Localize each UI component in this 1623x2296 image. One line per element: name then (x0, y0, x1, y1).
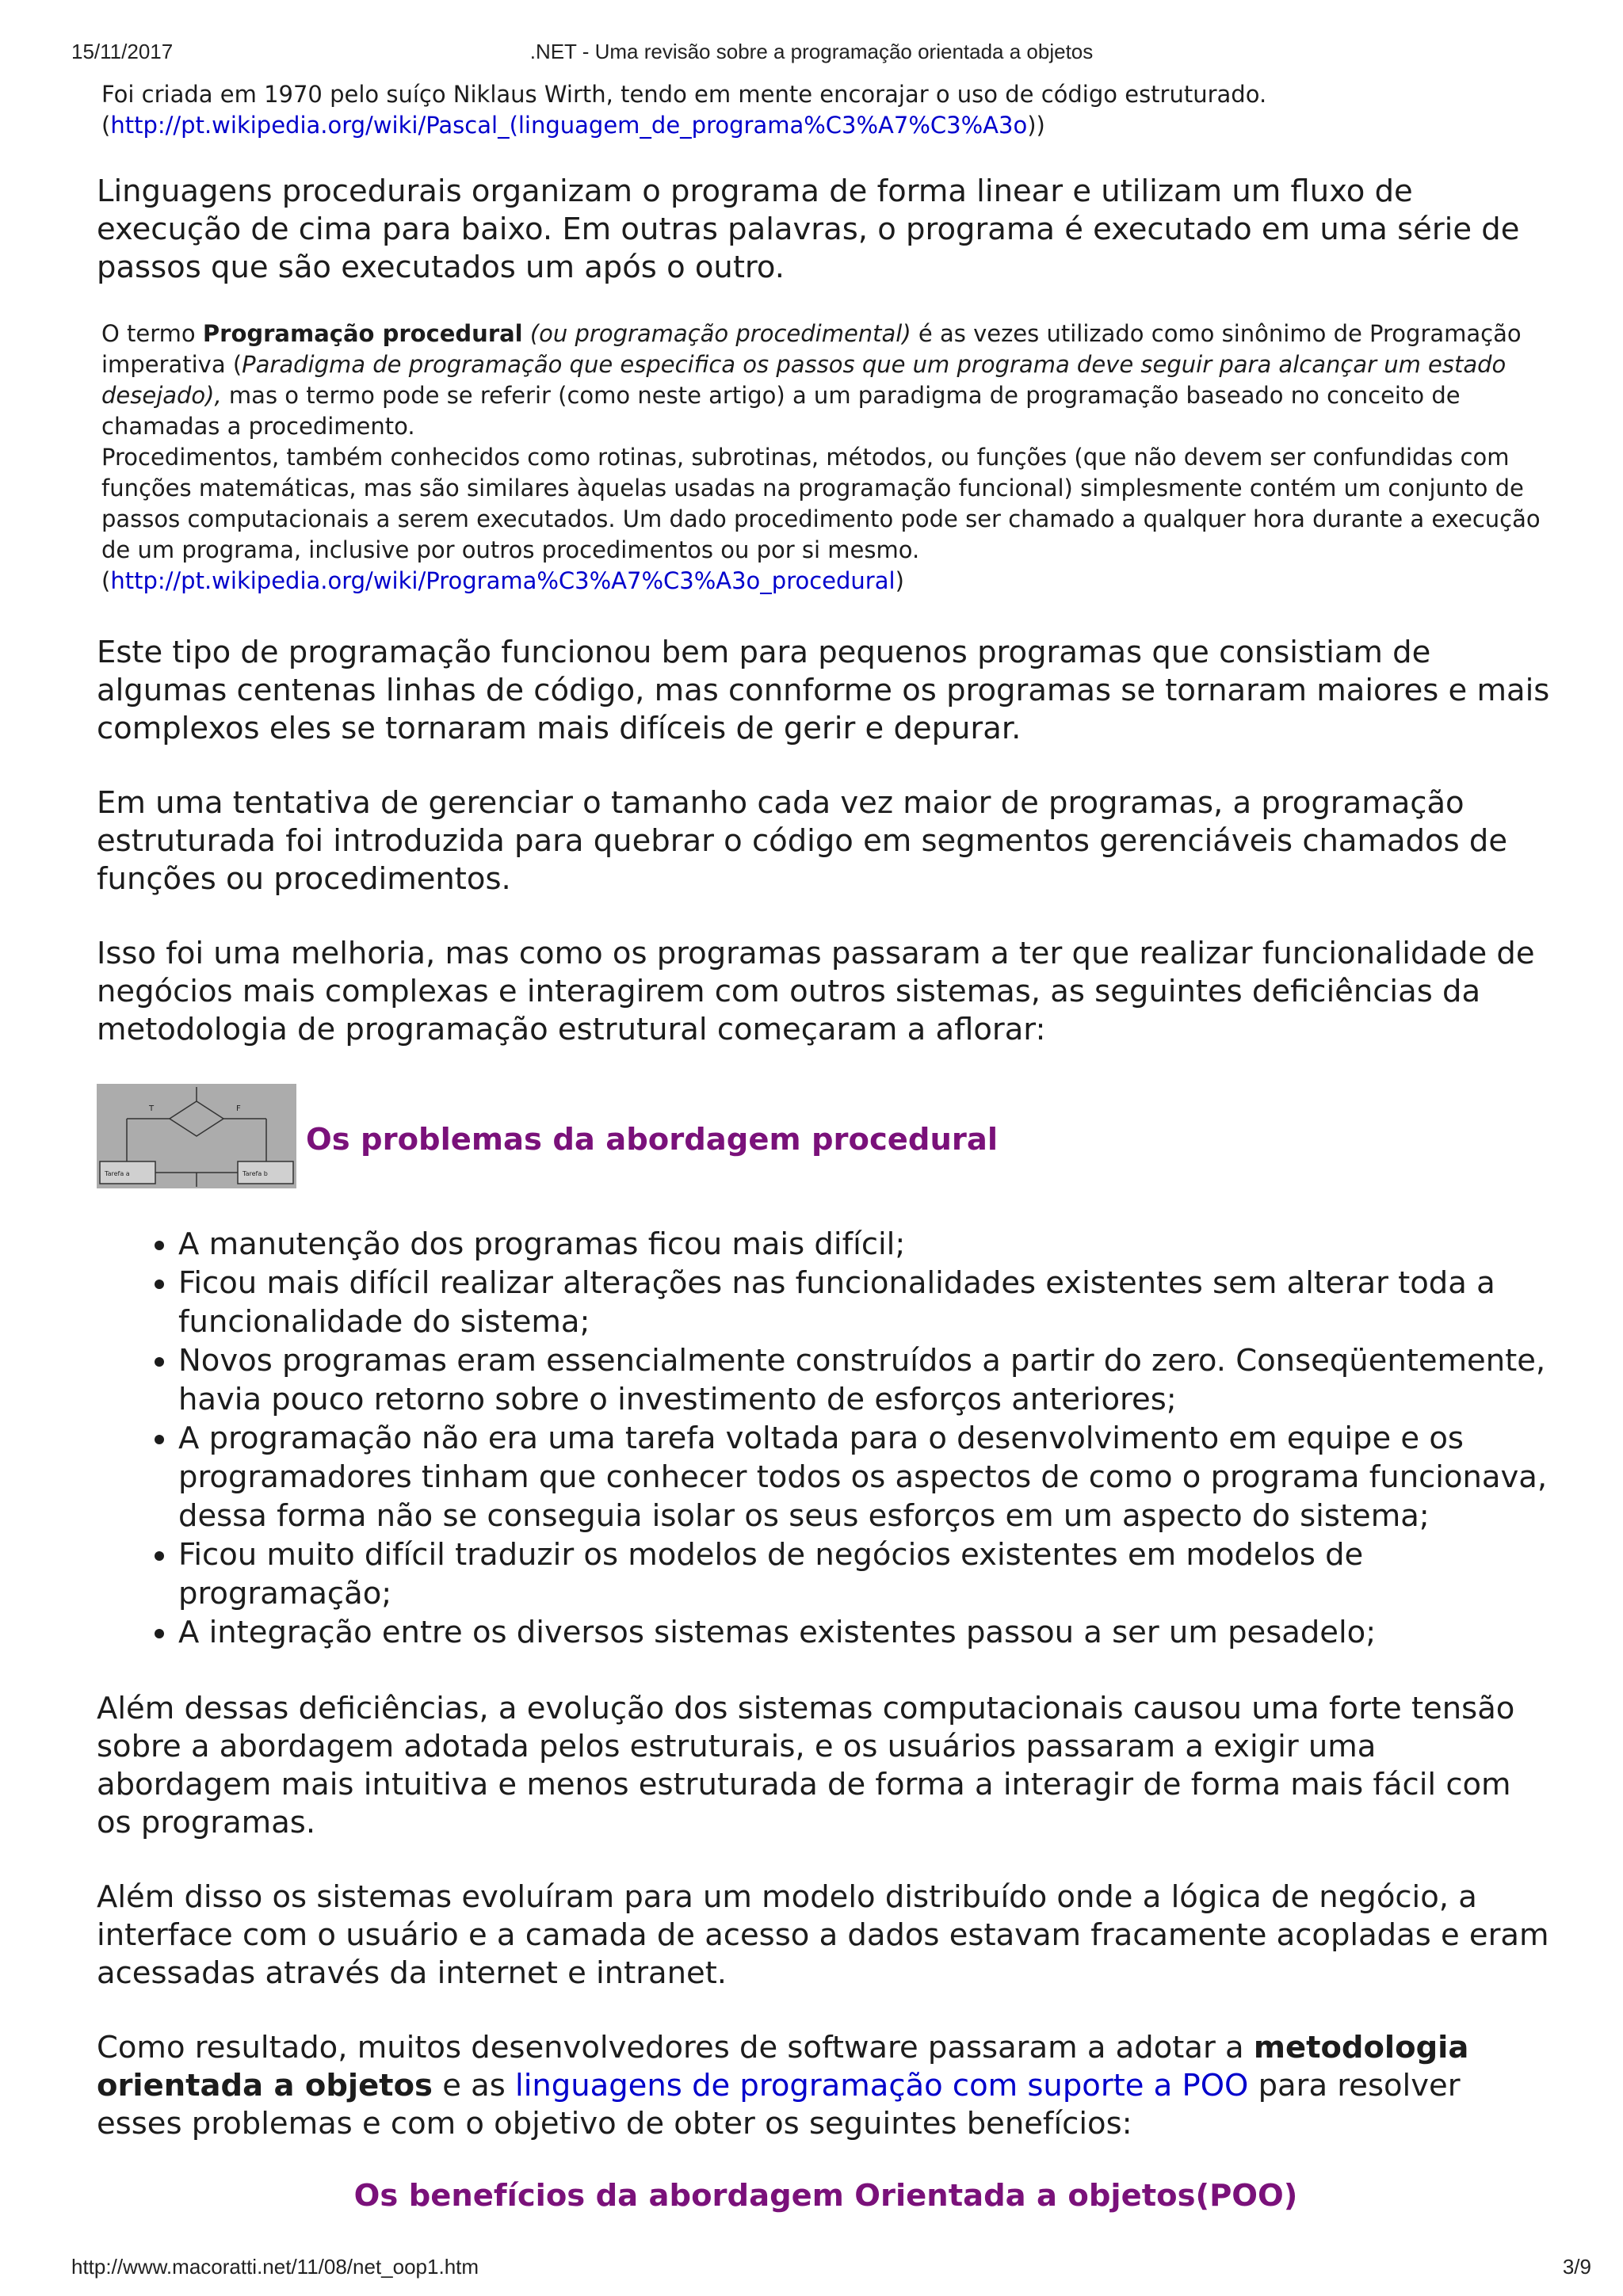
paragraph-distributed: Além disso os sistemas evoluíram para um modelo distribuído onde a lógica de negócio, a interface com o usuário e a camada de acesso a dados estavam fracamente acopladas e eram acessadas através da internet e intranet. (97, 1879, 1549, 1991)
flowchart-image (97, 1084, 296, 1188)
page-number: 3/9 (1562, 2255, 1591, 2279)
flowchart-false-label: F (236, 1104, 241, 1113)
paragraph-structured: Em uma tentativa de gerenciar o tamanho cada vez maior de programas, a programação estruturada foi introduzida para quebrar o código em segmentos gerenciáveis chamados de funções ou procedimentos. (97, 785, 1508, 897)
oop-methodology: metodologia orientada a objetos (97, 2030, 1469, 2103)
pascal-quote (97, 79, 1555, 141)
procedural-quote-definition: O termo Programação procedural (ou programação procedimental) é as vezes utilizado como sinônimo de Programação imperativa (Paradigma de programação que especifica os passos que um programa deve seguir para alcançar um estado desejado), mas o termo pode se referir (como neste artigo) a um paradigma de programação baseado no conceito de chamadas a procedimento. (101, 320, 1522, 440)
page-title: .NET - Uma revisão sobre a programação orientada a objetos (529, 40, 1094, 63)
pascal-wiki-link[interactable]: http://pt.wikipedia.org/wiki/Pascal_(linguagem_de_programa%C3%A7%C3%A3o (110, 112, 1028, 139)
list-item: • Novos programas eram essencialmente construídos a partir do zero. Conseqüentemente, havia pouco retorno sobre o investimento de esforços anteriores; (178, 1341, 1555, 1419)
list-item: • A integração entre os diversos sistemas existentes passou a ser um pesadelo; (178, 1613, 1555, 1652)
problems-list (97, 1225, 1555, 1652)
benefits-title: Os benefícios da abordagem Orientada a objetos(POO) (353, 2178, 1298, 2214)
paragraph-result: Como resultado, muitos desenvolvedores de software passaram a adotar a metodologia orientada a objetos e as linguagens de programação com suporte a POO para resolver esses problemas e com o objetivo de obter os seguintes benefícios: (97, 2030, 1469, 2142)
paragraph-small-programs: Este tipo de programação funcionou bem para pequenos programas que consistiam de algumas centenas linhas de código, mas connforme os programas se tornaram maiores e mais complexos eles se tornaram mais difíceis de gerir e depurar. (97, 635, 1550, 746)
paragraph-deficiencies: Isso foi uma melhoria, mas como os programas passaram a ter que realizar funcionalidade de negócios mais complexas e interagirem com outros sistemas, as seguintes deficiências da metodologia de programação estrutural começaram a aflorar: (97, 936, 1535, 1047)
problems-title: Os problemas da abordagem procedural (306, 1121, 999, 1158)
oop-languages-link[interactable]: linguagens de programação com suporte a POO (515, 2068, 1249, 2103)
list-item: • Ficou mais difícil realizar alterações nas funcionalidades existentes sem alterar toda a funcionalidade do sistema; (178, 1264, 1555, 1341)
flowchart-true-label: T (149, 1104, 155, 1113)
flowchart-task-b-label: Tarefa b (242, 1170, 268, 1177)
pascal-quote-text: Foi criada em 1970 pelo suíço Niklaus Wirth, tendo em mente encorajar o uso de código estruturado. (101, 81, 1267, 108)
flowchart-task-a-label: Tarefa a (105, 1170, 130, 1177)
term-procedural: Programação procedural (202, 320, 523, 347)
pascal-quote-source: (http://pt.wikipedia.org/wiki/Pascal_(linguagem_de_programa%C3%A7%C3%A3o)) (101, 112, 1045, 139)
procedural-quote-source: (http://pt.wikipedia.org/wiki/Programa%C3%A7%C3%A3o_procedural) (101, 567, 904, 594)
footer-url: http://www.macoratti.net/11/08/net_oop1.htm (71, 2255, 479, 2279)
procedural-quote-procedures: Procedimentos, também conhecidos como rotinas, subrotinas, métodos, ou funções (que não devem ser confundidas com funções matemáticas, mas são similares àquelas usadas na programação funcional) simplesmente contém um conjunto de passos computacionais a serem executados. Um dado procedimento pode ser chamado a qualquer hora durante a execução de um programa, inclusive por outros procedimentos ou por si mesmo. (101, 444, 1541, 563)
problems-heading (97, 1084, 1555, 1188)
list-item: • A manutenção dos programas ficou mais difícil; (178, 1225, 1555, 1264)
print-date: 15/11/2017 (71, 40, 174, 63)
procedural-quote (97, 318, 1555, 597)
paragraph-linear: Linguagens procedurais organizam o programa de forma linear e utilizam um fluxo de execução de cima para baixo. Em outras palavras, o programa é executado em uma série de passos que são executados um após o outro. (97, 174, 1520, 285)
list-item: • A programação não era uma tarefa voltada para o desenvolvimento em equipe e os programadores tinham que conhecer todos os aspectos de como o programa funcionava, dessa forma não se conseguia isolar os seus esforços em um aspecto do sistema; (178, 1419, 1555, 1535)
procedural-wiki-link[interactable]: http://pt.wikipedia.org/wiki/Programa%C3%A7%C3%A3o_procedural (110, 567, 896, 594)
paragraph-tension: Além dessas deficiências, a evolução dos sistemas computacionais causou uma forte tensão sobre a abordagem adotada pelos estruturais, e os usuários passaram a exigir uma abordagem mais intuitiva e menos estruturada de forma a interagir de forma mais fácil com os programas. (97, 1691, 1515, 1840)
list-item: • Ficou muito difícil traduzir os modelos de negócios existentes em modelos de programação; (178, 1535, 1555, 1613)
article-body (97, 79, 1555, 2214)
